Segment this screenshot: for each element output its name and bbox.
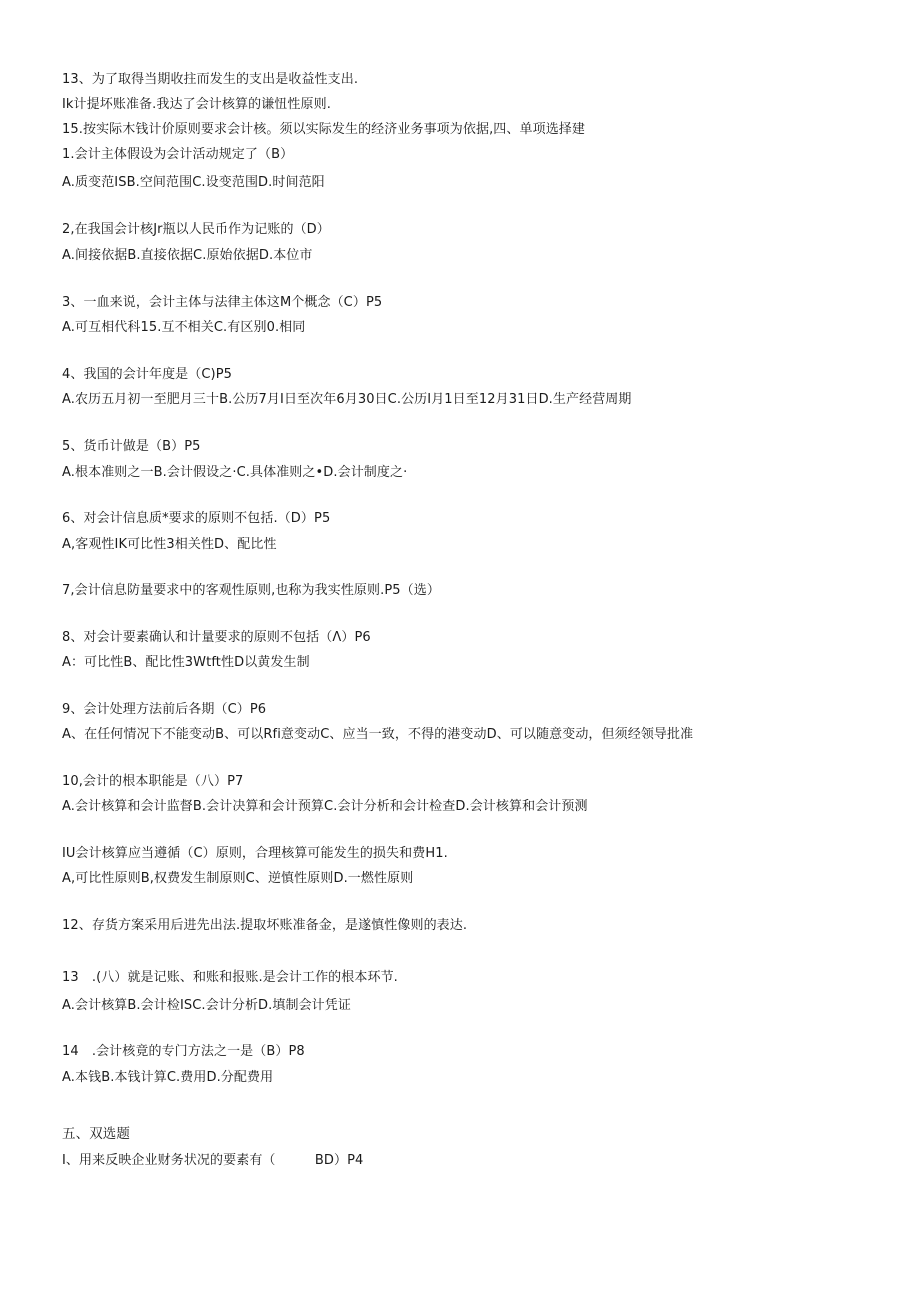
question-1-options: A.质变范ISB.空间范围C.设变范围D.时间范阳 (62, 175, 325, 190)
section-heading: 五、双选题 (62, 1126, 130, 1142)
question-13: 13 .(八）就是记账、和账和报账.是会计工作的根本环节. (62, 970, 398, 985)
question-9: 9、会计处理方法前后各期（C）P6 (62, 702, 267, 717)
double-choice-question-1: I、用来反映企业财务状况的要素有（ BD）P4 (62, 1153, 364, 1168)
question-8-options: A：可比性B、配比性3Wtft性D以黄发生制 (62, 655, 310, 670)
question-13-options: A.会计核算B.会计检ISC.会计分析D.填制会计凭证 (62, 998, 351, 1013)
question-14-options: A.本钱B.本钱计算C.费用D.分配费用 (62, 1070, 274, 1085)
question-6-options: A,客观性IK可比性3相关性D、配比性 (62, 537, 277, 552)
question-5: 5、货币计做是（B）P5 (62, 439, 201, 454)
question-11-options: A,可比性原则B,权费发生制原则C、逆慎性原则D.一燃性原则 (62, 871, 414, 886)
question-5-options: A.根本准则之一B.会计假设之·C.具体准则之•D.会计制度之· (62, 465, 408, 480)
question-1: 1.会计主体假设为会计活动规定了（B） (62, 147, 294, 162)
question-3: 3、一血来说，会计主体与法律主体这M个概念（C）P5 (62, 295, 383, 310)
question-3-options: A.可互相代科15.互不相关C.有区别0.相同 (62, 320, 306, 335)
question-8: 8、对会计要素确认和计量要求的原则不包括（Λ）P6 (62, 630, 371, 645)
text-line: 13、为了取得当期收拄而发生的支出是收益性支出. (62, 72, 359, 87)
question-4-options: A.农历五月初一至肥月三十B.公历7月I日至次年6月30日C.公历I月1日至12月31日D.生产经营周期 (62, 392, 632, 407)
question-14: 14 .会计核竟的专门方法之一是（B）P8 (62, 1044, 305, 1059)
question-4: 4、我国的会计年度是（C)P5 (62, 367, 233, 382)
question-12: 12、存货方案采用后进先出法.提取坏账准备金，是遂慎性像则的表达. (62, 918, 468, 933)
question-11: IU会计核算应当遵循（C）原则，合理核算可能发生的损失和费H1. (62, 846, 448, 861)
question-9-options: A、在任何情况下不能变动B、可以Rfi意变动C、应当一致，不得的港变动D、可以随意变动，但须经领导批准 (62, 727, 694, 742)
question-10-options: A.会计核算和会计监督B.会计决算和会计预算C.会计分析和会计检查D.会计核算和会计预测 (62, 799, 588, 814)
text-line: 15.按实际木钱计价原则要求会计核。须以实际发生的经济业务事项为依据,四、单项选择建 (62, 122, 586, 137)
text-line: Ik计提坏账准备.我达了会计核算的谦忸性原则. (62, 97, 331, 112)
question-7: 7,会计信息防量要求中的客观性原则,也称为我实性原则.P5（选） (62, 583, 440, 598)
question-10: 10,会计的根本职能是（八）P7 (62, 774, 244, 789)
question-2: 2,在我国会计核Jr瓶以人民币作为记账的（D） (62, 222, 330, 237)
question-6: 6、对会计信息质*要求的原则不包括.（D）P5 (62, 511, 331, 526)
question-2-options: A.间接依据B.直接依据C.原始依据D.本位市 (62, 248, 313, 263)
